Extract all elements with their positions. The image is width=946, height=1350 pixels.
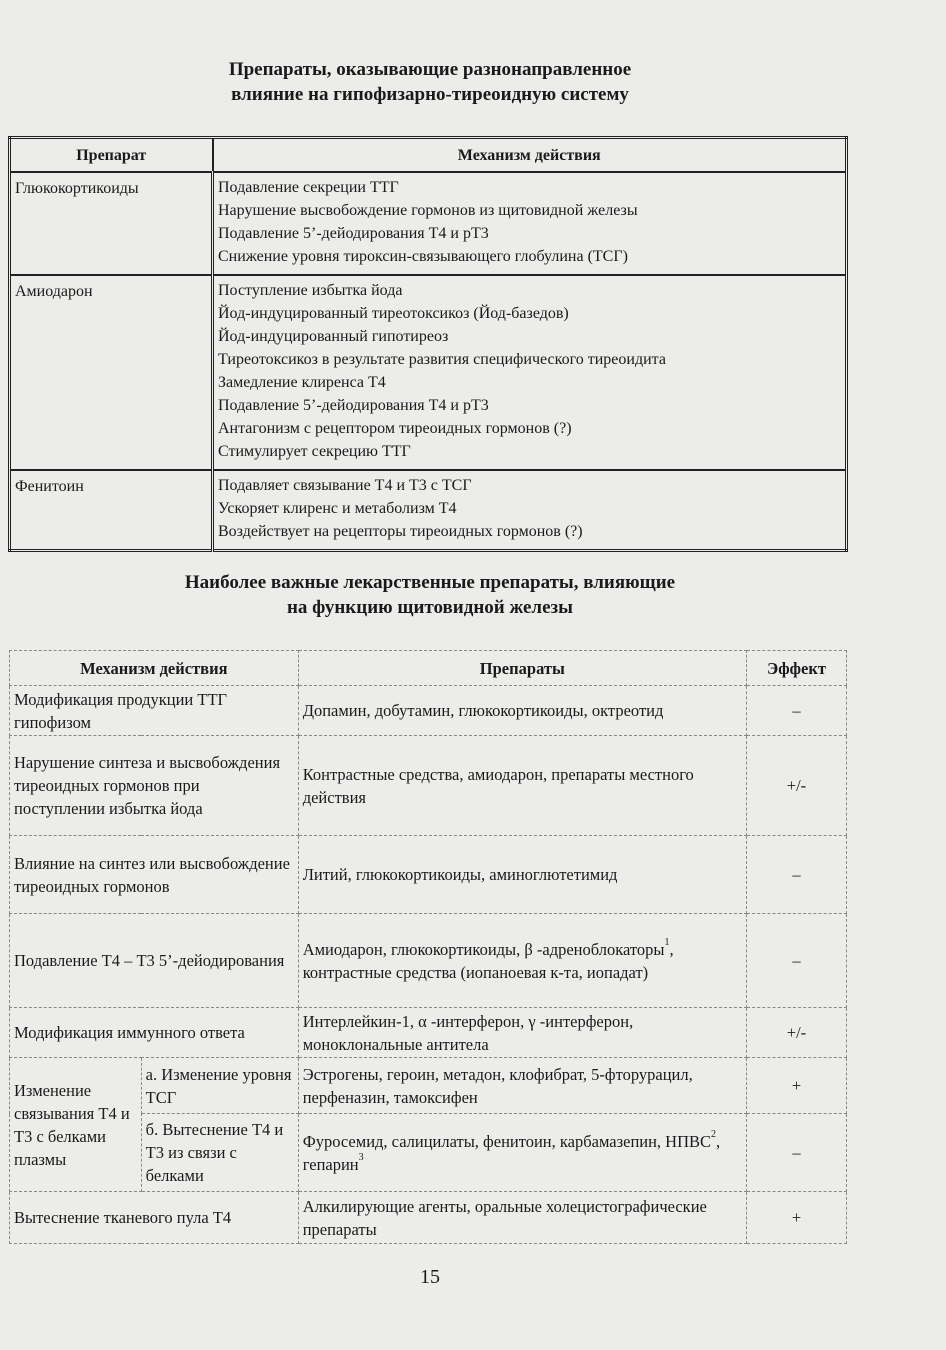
table-header-row xyxy=(10,651,847,686)
drugs-text: Фуросемид, салицилаты, фенитоин, карбамазепин, НПВС xyxy=(302,1131,712,1151)
mechanism-item: Подавление 5’-дейодирования Т4 и рТ3 xyxy=(218,225,489,242)
table-row xyxy=(10,1192,847,1244)
drugs-cell: Эстрогены, героин, метадон, клофибрат, 5-фторурацил, перфеназин, тамоксифен xyxy=(298,1058,746,1114)
drugs-text: , гепарин xyxy=(302,1131,721,1174)
effect-cell: – xyxy=(746,914,846,1008)
drug-cell: Глюкокортикоиды xyxy=(10,172,213,275)
mechanism-item: Ускоряет клиренс и метаболизм Т4 xyxy=(218,500,457,517)
mechanism-item: Подавляет связывание Т4 и Т3 с ТСГ xyxy=(218,477,472,494)
mechanism-item: Йод-индуцированный гипотиреоз xyxy=(218,328,449,345)
table1-title-line2: влияние на гипофизарно-тиреоидную систему xyxy=(231,84,629,105)
footnote-marker: 2 xyxy=(711,1128,717,1140)
effect-cell: +/- xyxy=(746,1008,846,1058)
mechanism-cell xyxy=(213,470,847,551)
effect-cell: – xyxy=(746,686,846,736)
table-row xyxy=(10,836,847,914)
mechanism-cell: Вытеснение тканевого пула Т4 xyxy=(10,1192,299,1244)
table-row xyxy=(10,736,847,836)
mechanism-cell xyxy=(213,172,847,275)
table-row xyxy=(10,172,847,275)
table2-title-line2: на функцию щитовидной железы xyxy=(286,597,573,618)
drug-cell: Амиодарон xyxy=(10,275,213,470)
mechanism-cell: Влияние на синтез или высвобождение тиреоидных гормонов xyxy=(10,836,299,914)
mechanism-cell: Модификация продукции ТТГ гипофизом xyxy=(10,686,299,736)
drugs-cell: Контрастные средства, амиодарон, препараты местного действия xyxy=(298,736,746,836)
mechanism-item: Воздействует на рецепторы тиреоидных гормонов (?) xyxy=(218,523,583,540)
mechanism-item: Стимулирует секрецию ТТГ xyxy=(218,443,411,460)
header-mechanism: Механизм действия xyxy=(10,651,299,686)
effect-cell: +/- xyxy=(746,736,846,836)
effect-cell: + xyxy=(746,1058,846,1114)
mechanism-item: Замедление клиренса Т4 xyxy=(218,374,386,391)
page-number: 15 xyxy=(420,1266,440,1288)
effect-cell: – xyxy=(746,836,846,914)
table1-title-line1: Препараты, оказывающие разнонаправленное xyxy=(228,59,632,80)
table-row xyxy=(10,275,847,470)
mechanism-cell: Подавление Т4 – Т3 5’-дейодирования xyxy=(10,914,299,1008)
effect-cell: – xyxy=(746,1114,846,1192)
mechanism-item: Снижение уровня тироксин-связывающего глобулина (ТСГ) xyxy=(218,248,628,265)
table2-title-line1: Наиболее важные лекарственные препараты, влияющие xyxy=(184,572,676,593)
mechanism-item: Нарушение высвобождение гормонов из щитовидной железы xyxy=(218,202,638,219)
footnote-marker: 1 xyxy=(664,936,670,948)
drugs-text: , контрастные средства (иопаноевая к-та, иопадат) xyxy=(302,939,674,982)
table1-title xyxy=(0,57,860,107)
sub-mechanism-cell: б. Вытеснение Т4 и Т3 из связи с белками xyxy=(141,1114,298,1192)
drugs-cell: Интерлейкин-1, α -интерферон, γ -интерферон, моноклональные антитела xyxy=(298,1008,746,1058)
header-effect: Эффект xyxy=(746,651,846,686)
mechanism-cell xyxy=(213,275,847,470)
drugs-text: Амиодарон, глюкокортикоиды, β -адреноблокаторы xyxy=(302,939,665,959)
drugs-cell: Литий, глюкокортикоиды, аминоглютетимид xyxy=(298,836,746,914)
drugs-mechanism-table xyxy=(8,136,848,552)
mechanism-item: Подавление секреции ТТГ xyxy=(218,179,399,196)
table-row xyxy=(10,914,847,1008)
drugs-cell xyxy=(298,1114,746,1192)
drugs-cell: Алкилирующие агенты, оральные холецистографические препараты xyxy=(298,1192,746,1244)
mechanism-cell: Нарушение синтеза и высвобождения тиреоидных гормонов при поступлении избытка йода xyxy=(10,736,299,836)
mechanism-item: Йод-индуцированный тиреотоксикоз (Йод-базедов) xyxy=(218,305,569,322)
footnote-marker: 3 xyxy=(358,1151,364,1163)
drugs-cell xyxy=(298,914,746,1008)
mechanism-item: Подавление 5’-дейодирования Т4 и рТ3 xyxy=(218,397,489,414)
mechanism-item: Поступление избытка йода xyxy=(218,282,403,299)
drugs-cell: Допамин, добутамин, глюкокортикоиды, октреотид xyxy=(298,686,746,736)
header-drug: Препарат xyxy=(10,138,213,173)
header-drugs: Препараты xyxy=(298,651,746,686)
effect-cell: + xyxy=(746,1192,846,1244)
sub-mechanism-cell: а. Изменение уровня ТСГ xyxy=(141,1058,298,1114)
table-row xyxy=(10,1058,847,1114)
thyroid-drugs-table xyxy=(9,650,847,1244)
drug-cell: Фенитоин xyxy=(10,470,213,551)
mechanism-cell: Модификация иммунного ответа xyxy=(10,1008,299,1058)
mechanism-item: Тиреотоксикоз в результате развития специфического тиреоидита xyxy=(218,351,666,368)
table-header-row xyxy=(10,138,847,173)
mechanism-cell: Изменение связывания Т4 и Т3 с белками плазмы xyxy=(10,1058,142,1192)
table-row xyxy=(10,686,847,736)
header-mechanism: Механизм действия xyxy=(213,138,847,173)
table2-title xyxy=(0,570,860,620)
mechanism-item: Антагонизм с рецептором тиреоидных гормонов (?) xyxy=(218,420,572,437)
table-row xyxy=(10,1008,847,1058)
table-row xyxy=(10,470,847,551)
